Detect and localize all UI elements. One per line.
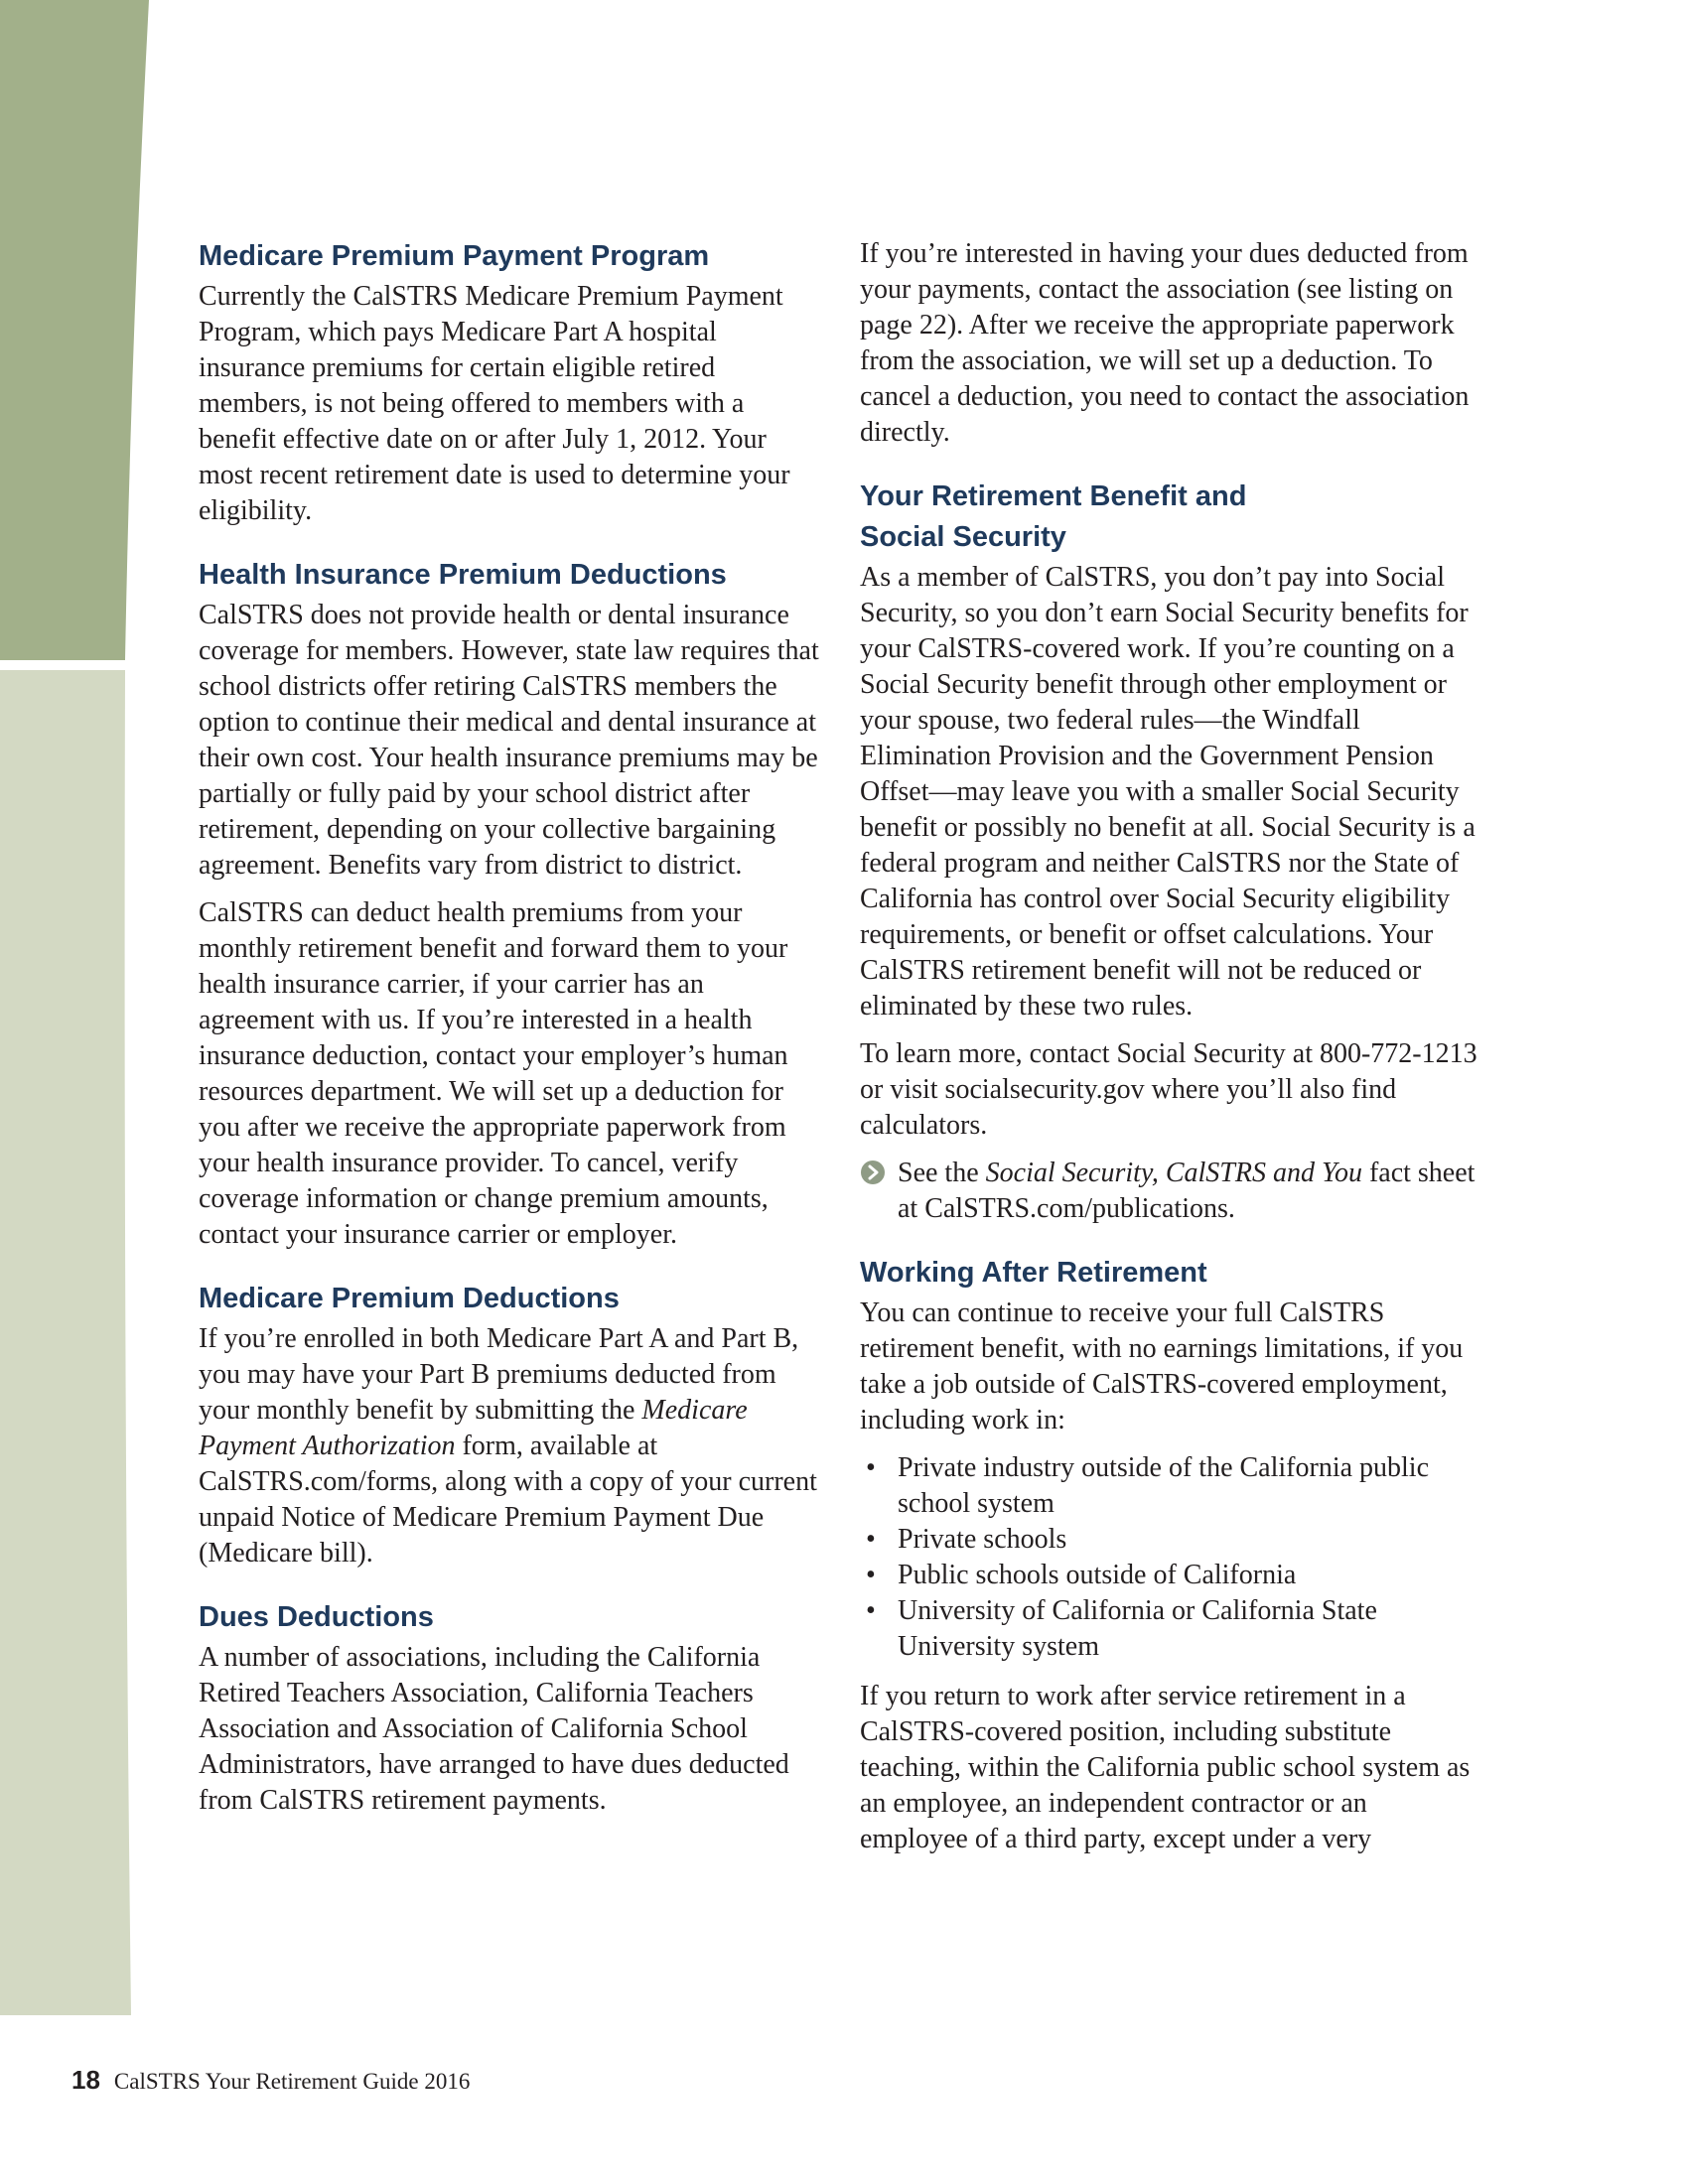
paragraph: To learn more, contact Social Security at 800-772-1213 or visit socialsecurity.gov where you’ll also find calculators. bbox=[860, 1038, 1477, 1141]
section-health-insurance-premium-deductions bbox=[199, 555, 819, 1253]
list-item-text: Private schools bbox=[898, 1524, 1067, 1555]
heading-line: Social Security bbox=[860, 521, 1066, 553]
section-dues-deductions bbox=[199, 1597, 819, 1819]
list-item bbox=[860, 1450, 1480, 1522]
paragraph bbox=[199, 1321, 819, 1571]
section-retirement-benefit-social-security bbox=[860, 477, 1480, 1227]
section-medicare-premium-payment-program bbox=[199, 236, 819, 529]
band-lower bbox=[0, 670, 131, 2015]
list-item bbox=[860, 1593, 1480, 1665]
text-run: form, available at CalSTRS.com/forms, along with a copy of your current unpaid Notice of Medicare Premium Payment Due (Medicare bill). bbox=[199, 1431, 817, 1569]
paragraph: A number of associations, including the California Retired Teachers Association, California Teachers Association and Association of California School Administrators, have arranged to have dues deducted from CalSTRS retirement payments. bbox=[199, 1642, 789, 1816]
list-item-text: Private industry outside of the California public school system bbox=[898, 1452, 1430, 1519]
decorative-side-band bbox=[0, 0, 159, 2184]
section-heading: Dues Deductions bbox=[199, 1601, 434, 1633]
paragraph: CalSTRS does not provide health or dental insurance coverage for members. However, state law requires that school districts offer retiring CalSTRS members the option to continue their medical and dental insurance at their own cost. Your health insurance premiums may be partially or fully paid by your school district after retirement, depending on your collective bargaining agreement. Benefits vary from district to district. bbox=[199, 600, 819, 881]
right-column bbox=[860, 236, 1480, 1883]
bullet-icon: • bbox=[866, 1560, 876, 1590]
section-dues-continued bbox=[860, 236, 1480, 451]
paragraph: You can continue to receive your full CalSTRS retirement benefit, with no earnings limitations, if you take a job outside of CalSTRS-covered employment, including work in: bbox=[860, 1297, 1464, 1435]
section-heading bbox=[860, 477, 1480, 558]
band-upper bbox=[0, 0, 149, 660]
paragraph: CalSTRS can deduct health premiums from your monthly retirement benefit and forward them to your health insurance carrier, if your carrier has an agreement with us. If you’re interested in a health insurance deduction, contact your employer’s human resources department. We will set up a deduction for you after we receive the appropriate paperwork from your health insurance provider. To cancel, verify coverage information or change premium amounts, contact your insurance carrier or employer. bbox=[199, 897, 788, 1250]
paragraph: As a member of CalSTRS, you don’t pay into Social Security, so you don’t earn Social Security benefits for your CalSTRS-covered work. If you’re counting on a Social Security benefit through other employment or your spouse, two federal rules—the Windfall Elimination Provision and the Government Pension Offset—may leave you with a smaller Social Security benefit or possibly no benefit at all. Social Security is a federal program and neither CalSTRS nor the State of California has control over Social Security eligibility requirements, or benefit or offset calculations. Your CalSTRS retirement benefit will not be reduced or eliminated by these two rules. bbox=[860, 562, 1476, 1022]
fact-sheet-title: Social Security, CalSTRS and You bbox=[985, 1158, 1362, 1188]
text-run: If you’re enrolled in both Medicare Part A and Part B, you may have your Part B premiums deducted from your monthly benefit by submitting the bbox=[199, 1323, 799, 1426]
heading-line: Your Retirement Benefit and bbox=[860, 480, 1247, 512]
bullet-icon: • bbox=[866, 1452, 876, 1483]
text-run: See the bbox=[898, 1158, 986, 1188]
section-heading: Medicare Premium Payment Program bbox=[199, 240, 710, 272]
section-medicare-premium-deductions bbox=[199, 1279, 819, 1571]
paragraph: Currently the CalSTRS Medicare Premium Payment Program, which pays Medicare Part A hospital insurance premiums for certain eligible retired members, is not being offered to members with a benefit effective date on or after July 1, 2012. Your most recent retirement date is used to determine your eligibility. bbox=[199, 281, 790, 526]
list-item-text: University of California or California State University system bbox=[898, 1595, 1377, 1662]
bullet-icon: • bbox=[866, 1524, 876, 1555]
form-name: Medicare Payment Authorization bbox=[199, 1395, 748, 1461]
paragraph: If you’re interested in having your dues deducted from your payments, contact the association (see listing on page 22). After we receive the appropriate paperwork from the association, we will set up a deduction. To cancel a deduction, you need to contact the association directly. bbox=[860, 238, 1470, 448]
left-column bbox=[199, 236, 819, 1844]
text-run: fact sheet at CalSTRS.com/publications. bbox=[898, 1158, 1476, 1224]
section-working-after-retirement bbox=[860, 1253, 1480, 1857]
footer-title: CalSTRS Your Retirement Guide 2016 bbox=[113, 2069, 471, 2094]
list-item-text: Public schools outside of California bbox=[898, 1560, 1297, 1590]
paragraph: If you return to work after service retirement in a CalSTRS-covered position, including substitute teaching, within the California public school system as an employee, an independent contractor or an employee of a third party, except under a very bbox=[860, 1681, 1471, 1854]
page-footer bbox=[71, 2065, 470, 2096]
list-item bbox=[860, 1522, 1480, 1558]
list-item bbox=[860, 1558, 1480, 1593]
section-heading: Health Insurance Premium Deductions bbox=[199, 559, 727, 591]
section-heading: Medicare Premium Deductions bbox=[199, 1283, 620, 1314]
arrow-right-icon bbox=[860, 1160, 886, 1185]
see-also-note bbox=[860, 1156, 1480, 1227]
section-heading: Working After Retirement bbox=[860, 1257, 1207, 1289]
page-number: 18 bbox=[71, 2065, 100, 2095]
bullet-icon: • bbox=[866, 1595, 876, 1626]
bullet-list bbox=[860, 1450, 1480, 1665]
